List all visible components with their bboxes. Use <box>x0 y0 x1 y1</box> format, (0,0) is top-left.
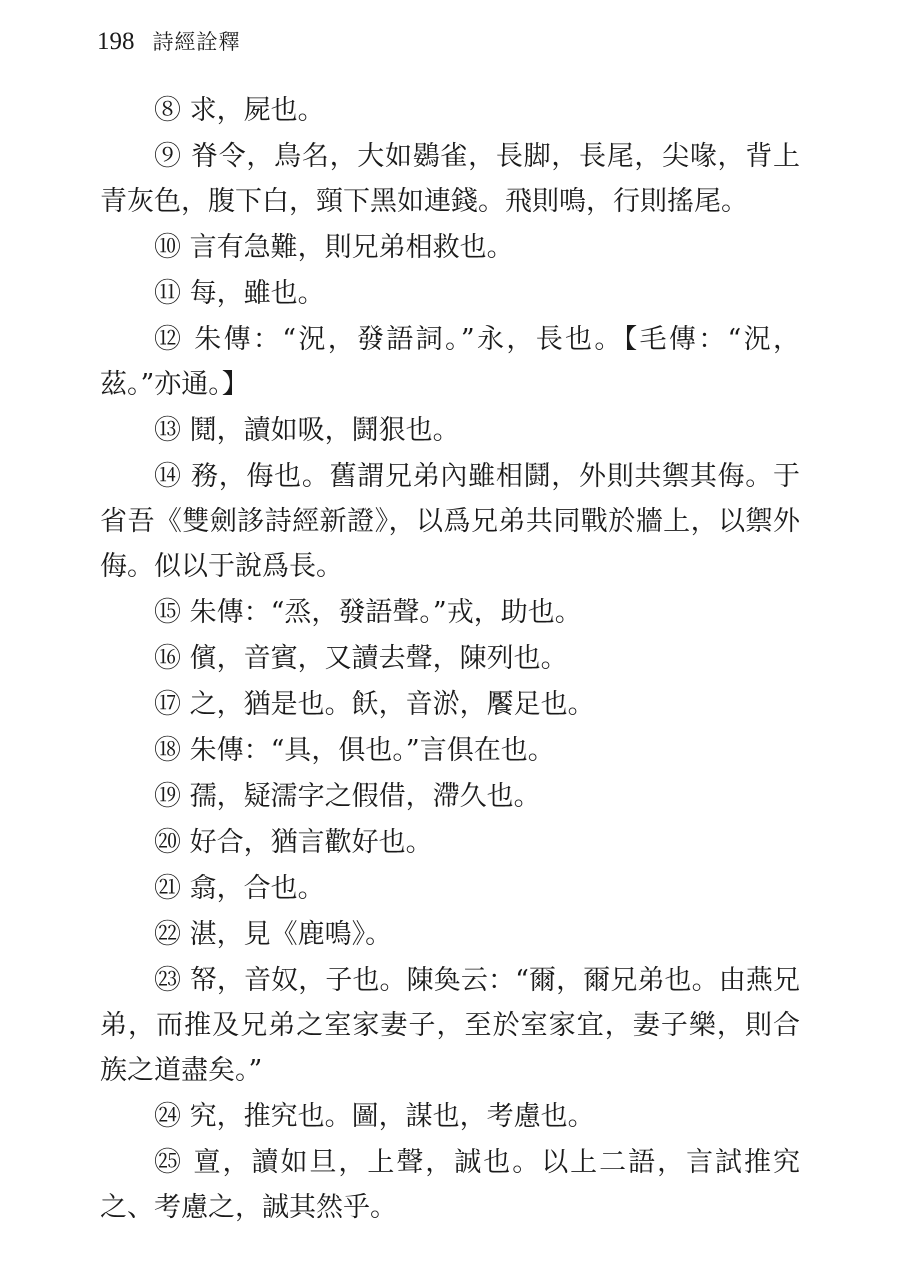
note-8: ⑧ 求，屍也。 <box>154 95 325 126</box>
note-11: ⑪ 每，雖也。 <box>154 278 325 309</box>
note-12: ⑫ 朱傳：“況，發語詞。”永，長也。【毛傳：“況，茲。”亦通。】 <box>100 324 800 400</box>
note-18: ⑱ 朱傳：“具，俱也。”言俱在也。 <box>154 735 555 766</box>
note-21: ㉑ 翕，合也。 <box>154 873 325 904</box>
note-13: ⑬ 鬩，讀如吸，鬪狠也。 <box>154 415 460 446</box>
note-9: ⑨ 脊令，鳥名，大如鷃雀，長脚，長尾，尖喙，背上青灰色，腹下白，頸下黑如連錢。飛則鳴，行則搖尾。 <box>100 141 800 217</box>
note-17: ⑰ 之，猶是也。飫，音淤，饜足也。 <box>154 689 595 720</box>
note-20: ⑳ 好合，猶言歡好也。 <box>154 827 433 858</box>
note-24: ㉔ 究，推究也。圖，謀也，考慮也。 <box>154 1101 595 1132</box>
running-head <box>97 26 241 62</box>
note-23: ㉓ 帑，音奴，子也。陳奐云：“爾，爾兄弟也。由燕兄弟，而推及兄弟之室家妻子，至於室家宜，妻子樂，則合族之道盡矣。” <box>100 965 800 1086</box>
note-22: ㉒ 湛，見《鹿鳴》。 <box>154 919 393 950</box>
page-number: 198 <box>97 28 135 55</box>
note-14: ⑭ 務，侮也。舊謂兄弟內雖相鬪，外則共禦其侮。于省吾《雙劍誃詩經新證》，以爲兄弟共同戰於牆上，以禦外侮。似以于說爲長。 <box>100 461 800 582</box>
book-title: 詩經詮釋 <box>152 30 241 54</box>
note-10: ⑩ 言有急難，則兄弟相救也。 <box>154 232 514 263</box>
note-15: ⑮ 朱傳：“烝，發語聲。”戎，助也。 <box>154 597 582 628</box>
note-19: ⑲ 孺，疑濡字之假借，滯久也。 <box>154 781 541 812</box>
note-16: ⑯ 儐，音賓，又讀去聲，陳列也。 <box>154 643 568 674</box>
note-25: ㉕ 亶，讀如旦，上聲，誠也。以上二語，言試推究之、考慮之，誠其然乎。 <box>100 1147 800 1223</box>
annotation-notes <box>100 88 800 1231</box>
